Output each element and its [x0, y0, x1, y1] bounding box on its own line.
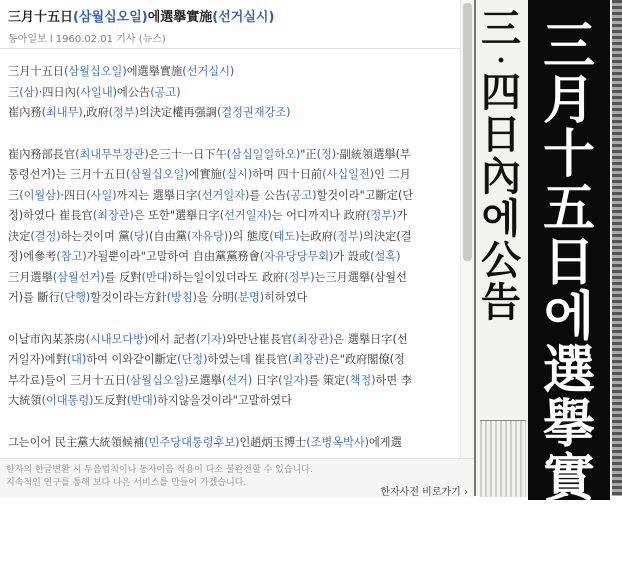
headline-large-char: 三 [542, 16, 595, 77]
hangul-gloss: (반대) [126, 394, 158, 407]
hangul-gloss: (일자) [278, 373, 309, 387]
headline-small-char: 四 [481, 69, 521, 116]
hangul-gloss: (참고) [56, 250, 87, 263]
hangul-gloss: (방침) [166, 291, 198, 304]
hangul-gloss: (이월삼) [19, 188, 61, 202]
headline-small-column [478, 5, 524, 418]
hangul-gloss: (최장관) [92, 209, 134, 222]
hangul-gloss: (결정) [30, 229, 61, 243]
article-line: 大統領(이대통령)도反對(반대)하지않을것이라"고말하였다 [8, 394, 292, 407]
hangul-gloss: (반대) [141, 270, 172, 284]
headline-small-char: · [496, 46, 506, 76]
headline-large-char: 五 [542, 178, 595, 239]
hangul-gloss: (이대통령) [41, 394, 94, 407]
article-line: 부각료)들이 三月十五日(삼월십오일)로選擧(선거) 日字(일자)를 策定(책정)하면 李 [8, 373, 412, 387]
hangul-gloss: (조병옥박사) [306, 435, 369, 449]
article-line: 통령선거)는 三月十五日(삼월십오일)에實施(실시)하며 四十日前(사십일전)인 二月 [8, 168, 411, 181]
hangul-gloss: (선거) [221, 373, 253, 387]
scrollbar[interactable] [460, 0, 475, 460]
hangul-gloss: (분명) [233, 291, 265, 304]
article-title-gloss-2: (선거실시) [212, 10, 275, 25]
hangul-gloss: (실시) [221, 168, 253, 181]
hangul-gloss: (단행) [59, 291, 91, 304]
hangul-gloss: (삼월십오일) [63, 65, 127, 78]
hangul-gloss: (민주당대통령후보) [144, 435, 240, 449]
article-line: 그는이어 民主黨大統領候補(민주당대통령후보)인趙炳玉博士(조병옥박사)에게選 [8, 435, 402, 449]
headline-small-char: 日 [481, 111, 521, 158]
hanja-dictionary-link[interactable]: 한자사전 비로가기 › [380, 487, 468, 498]
hangul-gloss: (공고) [150, 85, 181, 99]
article-line: 崔內務部長官(최내무부장관)은三十一日下午(삼십일일하오)"正(정)·副統領選擧(부 [8, 147, 411, 161]
footer-note-line-2: 지속적인 연구를 통해 보다 나은 서비스를 만들어 가겠습니다. [6, 478, 247, 488]
headline-large-char: 施 [542, 502, 595, 563]
headline-large-char: 에 [543, 286, 595, 347]
headline-large-char: 擧 [542, 394, 595, 455]
headline-large-char: 日 [542, 232, 595, 293]
hangul-gloss: (대) [66, 353, 87, 366]
hangul-gloss: (정부) [108, 106, 140, 119]
hangul-gloss: (자유당당무회) [259, 250, 334, 263]
article-line: 三(삼)·四日內(사일내)에公告(공고) [8, 85, 181, 99]
scrollbar-thumb[interactable] [463, 3, 472, 261]
hangul-gloss: (설혹) [370, 250, 401, 263]
hangul-gloss: (정부) [332, 229, 364, 243]
headline-small-char: 告 [481, 279, 521, 326]
article-line: 이날市內某茶房(시내모다방)에서 記者(기자)와만난崔長官(최장관)은 選擧日字(선 [8, 332, 408, 346]
hangul-gloss: (삼) [19, 85, 39, 99]
paragraph-gap [8, 309, 454, 330]
newsprint-texture [480, 420, 526, 497]
footer-note [6, 464, 396, 490]
hangul-gloss: (사십일전) [322, 168, 375, 181]
headline-large-char: 十 [542, 124, 595, 185]
header-divider [0, 48, 474, 49]
hangul-gloss: (공고) [286, 188, 317, 202]
article-line: 정)에參考(참고)가될뿐이라"고말하여 自由黨黨務會(자유당당무회)가 設或(설혹) [8, 250, 401, 263]
hangul-gloss: (최장관) [292, 332, 334, 346]
headline-large-char: 月 [542, 70, 595, 131]
headline-small-char: 三 [481, 5, 521, 52]
hangul-gloss: (기자) [195, 332, 227, 346]
article-body[interactable] [8, 62, 454, 453]
article-line: 崔內務(최내무),政府(정부)의決定權再强調(결정권재강조) [8, 106, 291, 119]
hangul-gloss: (단정) [177, 353, 208, 366]
article-line: 三月十五日(삼월십오일)에選擧實施(선거실시) [8, 65, 235, 78]
hangul-gloss: (사일) [86, 188, 117, 202]
hangul-gloss: (태도) [269, 229, 300, 243]
hangul-gloss: (선거실시) [182, 65, 235, 78]
headline-large-column [531, 16, 607, 563]
headline-small-char: 에 [481, 195, 521, 242]
article-line: 거)를 斷行(단행)할것이라는方針(방침)을 分明(분명)히하였다 [8, 291, 308, 304]
hangul-gloss: (삼십일일하오) [226, 147, 301, 161]
hangul-gloss: (자유당) [187, 229, 229, 243]
hangul-gloss: (삼월선거) [52, 270, 105, 284]
article-title-hanja-2: 에選擧實施 [147, 10, 213, 25]
article-title-hanja: 三月十五日 [8, 10, 74, 25]
article-title-gloss-1: (삼월십오일) [73, 10, 148, 25]
headline-small-char: 內 [481, 153, 521, 200]
article-line: 三月選擧(삼월선거)를 反對(반대)하는일이있더라도 政府(정부)는三月選擧(삼월선 [8, 270, 407, 284]
headline-large-char: 實 [542, 448, 595, 509]
article-meta: 동아일보 l 1960.02.01 기사 (뉴스) [8, 34, 166, 45]
paragraph-gap [8, 412, 454, 433]
newspaper-image [474, 0, 622, 563]
hangul-gloss: (결정권재강조) [216, 106, 291, 119]
footer [0, 458, 474, 497]
footer-note-line-1: 한자의 한글변환 시 두음법칙이나 동자이음 적용이 다소 불완전할 수 있습니다. [6, 465, 313, 475]
hangul-gloss: (삼월십오일) [125, 168, 189, 181]
hangul-gloss: (삼월십오일) [125, 373, 189, 387]
newsprint-edge [612, 0, 622, 496]
hangul-gloss: (정부) [366, 209, 397, 222]
hangul-gloss: (최장관) [287, 353, 329, 366]
article-line: 三(이월삼)·四日(사일)까지는 選擧日字(선거일자)를 公告(공고)할것이라"고斷定(단 [8, 188, 414, 202]
hangul-gloss: (정부) [284, 270, 315, 284]
article-line: 정)하였다 崔長官(최장관)은 또한"選擧日字(선거일자)는 어디까지나 政府(정부)가 [8, 209, 408, 222]
hangul-gloss: (시내모다방) [85, 332, 149, 346]
hangul-gloss: (최내무부장관) [75, 147, 149, 161]
article-title [8, 6, 463, 25]
hangul-gloss: (사일내) [75, 85, 118, 99]
hangul-gloss: (당) [129, 229, 150, 243]
headline-large-char: 選 [542, 340, 595, 401]
headline-small-char: 公 [481, 237, 521, 284]
hangul-gloss: (정) [316, 147, 337, 161]
paragraph-gap [8, 124, 454, 145]
article-line: 決定(결정)하는것이며 黨(당)(自由黨(자유당))의 態度(태도)는政府(정부)의決定(결 [8, 229, 412, 243]
hangul-gloss: (선거일자) [197, 188, 250, 202]
hangul-gloss: (최내무) [41, 106, 83, 119]
hangul-gloss: (책정) [345, 373, 376, 387]
hangul-gloss: (선거일자) [219, 209, 272, 222]
article-line: 거일자)에對(대)하여 이와같이斷定(단정)하였는데 崔長官(최장관)은"政府閣僚(정 [8, 353, 405, 366]
